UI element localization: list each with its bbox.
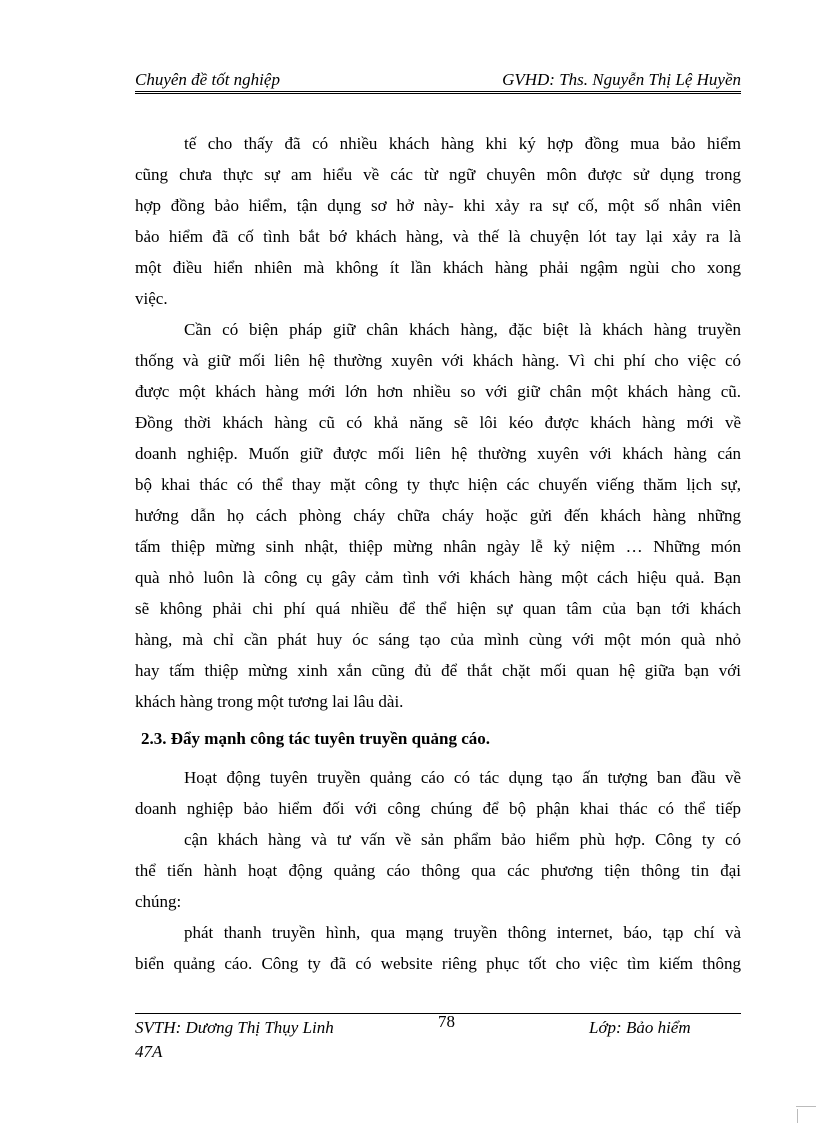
text-line: phát thanh truyền hình, qua mạng truyền thông internet, báo, tạp chí và [184, 923, 741, 942]
text-line: quà nhỏ luôn là công cụ gây cảm tình với khách hàng một cách hiệu quả. Bạn [135, 568, 741, 587]
text-line: cũng chưa thực sự am hiểu về các từ ngữ chuyên môn được sử dụng trong [135, 165, 741, 184]
text-line: biển quảng cáo. Công ty đã có website riêng phục tốt cho việc tìm kiếm thông [135, 954, 741, 973]
text-line: hướng dẫn họ cách phòng cháy chữa cháy hoặc gửi đến khách hàng những [135, 506, 741, 525]
header-rule-double [135, 93, 741, 94]
page-number: 78 [438, 1012, 455, 1031]
text-line: Hoạt động tuyên truyền quảng cáo có tác dụng tạo ấn tượng ban đầu về [184, 768, 741, 787]
text-line: bảo hiểm đã cố tình bắt bớ khách hàng, và thế là chuyện lót tay lại xảy ra là [135, 227, 741, 246]
text-line: tế cho thấy đã có nhiều khách hàng khi ký hợp đồng mua bảo hiểm [184, 134, 741, 153]
document-body [135, 128, 741, 979]
text-line: Đồng thời khách hàng cũ có khả năng sẽ lôi kéo được khách hàng mới về [135, 413, 741, 432]
footer-class: Lớp: Bảo hiểm [589, 1018, 691, 1037]
crop-mark-vertical [797, 1109, 798, 1123]
section-heading: 2.3. Đẩy mạnh công tác tuyên truyền quảng cáo. [141, 729, 490, 748]
text-line: doanh nghiệp. Muốn giữ được mối liên hệ thường xuyên với khách hàng cán [135, 444, 741, 463]
text-line: chúng: [135, 892, 182, 911]
text-line: hợp đồng bảo hiểm, tận dụng sơ hở này- khi xảy ra sự cố, một số nhân viên [135, 196, 741, 215]
page-footer [135, 1013, 741, 1069]
text-line: một điều hiển nhiên mà không ít lần khách hàng phải ngậm ngùi cho xong [135, 258, 741, 277]
text-line: thống và giữ mối liên hệ thường xuyên với khách hàng. Vì chi phí cho việc có [135, 351, 741, 370]
text-line: hàng, mà chỉ cần phát huy óc sáng tạo của mình cùng với một món quà nhỏ [135, 630, 741, 649]
text-line: khách hàng trong một tương lai lâu dài. [135, 692, 404, 711]
text-line: tấm thiệp mừng sinh nhật, thiệp mừng nhân ngày lễ kỷ niệm … Những món [135, 537, 741, 556]
header-supervisor: GVHD: Ths. Nguyễn Thị Lệ Huyền [502, 70, 741, 89]
text-line: bộ khai thác có thể thay mặt công ty thực hiện các chuyến viếng thăm lịch sự, [135, 475, 741, 494]
text-line: sẽ không phải chi phí quá nhiều để thể hiện sự quan tâm của bạn tới khách [135, 599, 741, 618]
crop-mark-horizontal [796, 1106, 816, 1107]
header-rule [135, 91, 741, 92]
text-line: việc. [135, 289, 168, 308]
text-line: Cần có biện pháp giữ chân khách hàng, đặc biệt là khách hàng truyền [184, 320, 741, 339]
text-line: thể tiến hành hoạt động quảng cáo thông qua các phương tiện thông tin đại [135, 861, 741, 880]
footer-author: SVTH: Dương Thị Thụy Linh [135, 1018, 334, 1037]
text-line: được một khách hàng mới lớn hơn nhiều so với giữ chân một khách hàng cũ. [135, 382, 741, 401]
text-line: cận khách hàng và tư vấn về sản phẩm bảo hiểm phù hợp. Công ty có [184, 830, 741, 849]
page-header [135, 68, 741, 94]
text-line: hay tấm thiệp mừng xinh xắn cũng đủ để thắt chặt mối quan hệ giữa bạn với [135, 661, 741, 680]
text-line: doanh nghiệp bảo hiểm đối với công chúng để bộ phận khai thác có thể tiếp [135, 799, 741, 818]
footer-author-class: 47A [135, 1042, 163, 1061]
header-topic: Chuyên đề tốt nghiệp [135, 70, 280, 89]
